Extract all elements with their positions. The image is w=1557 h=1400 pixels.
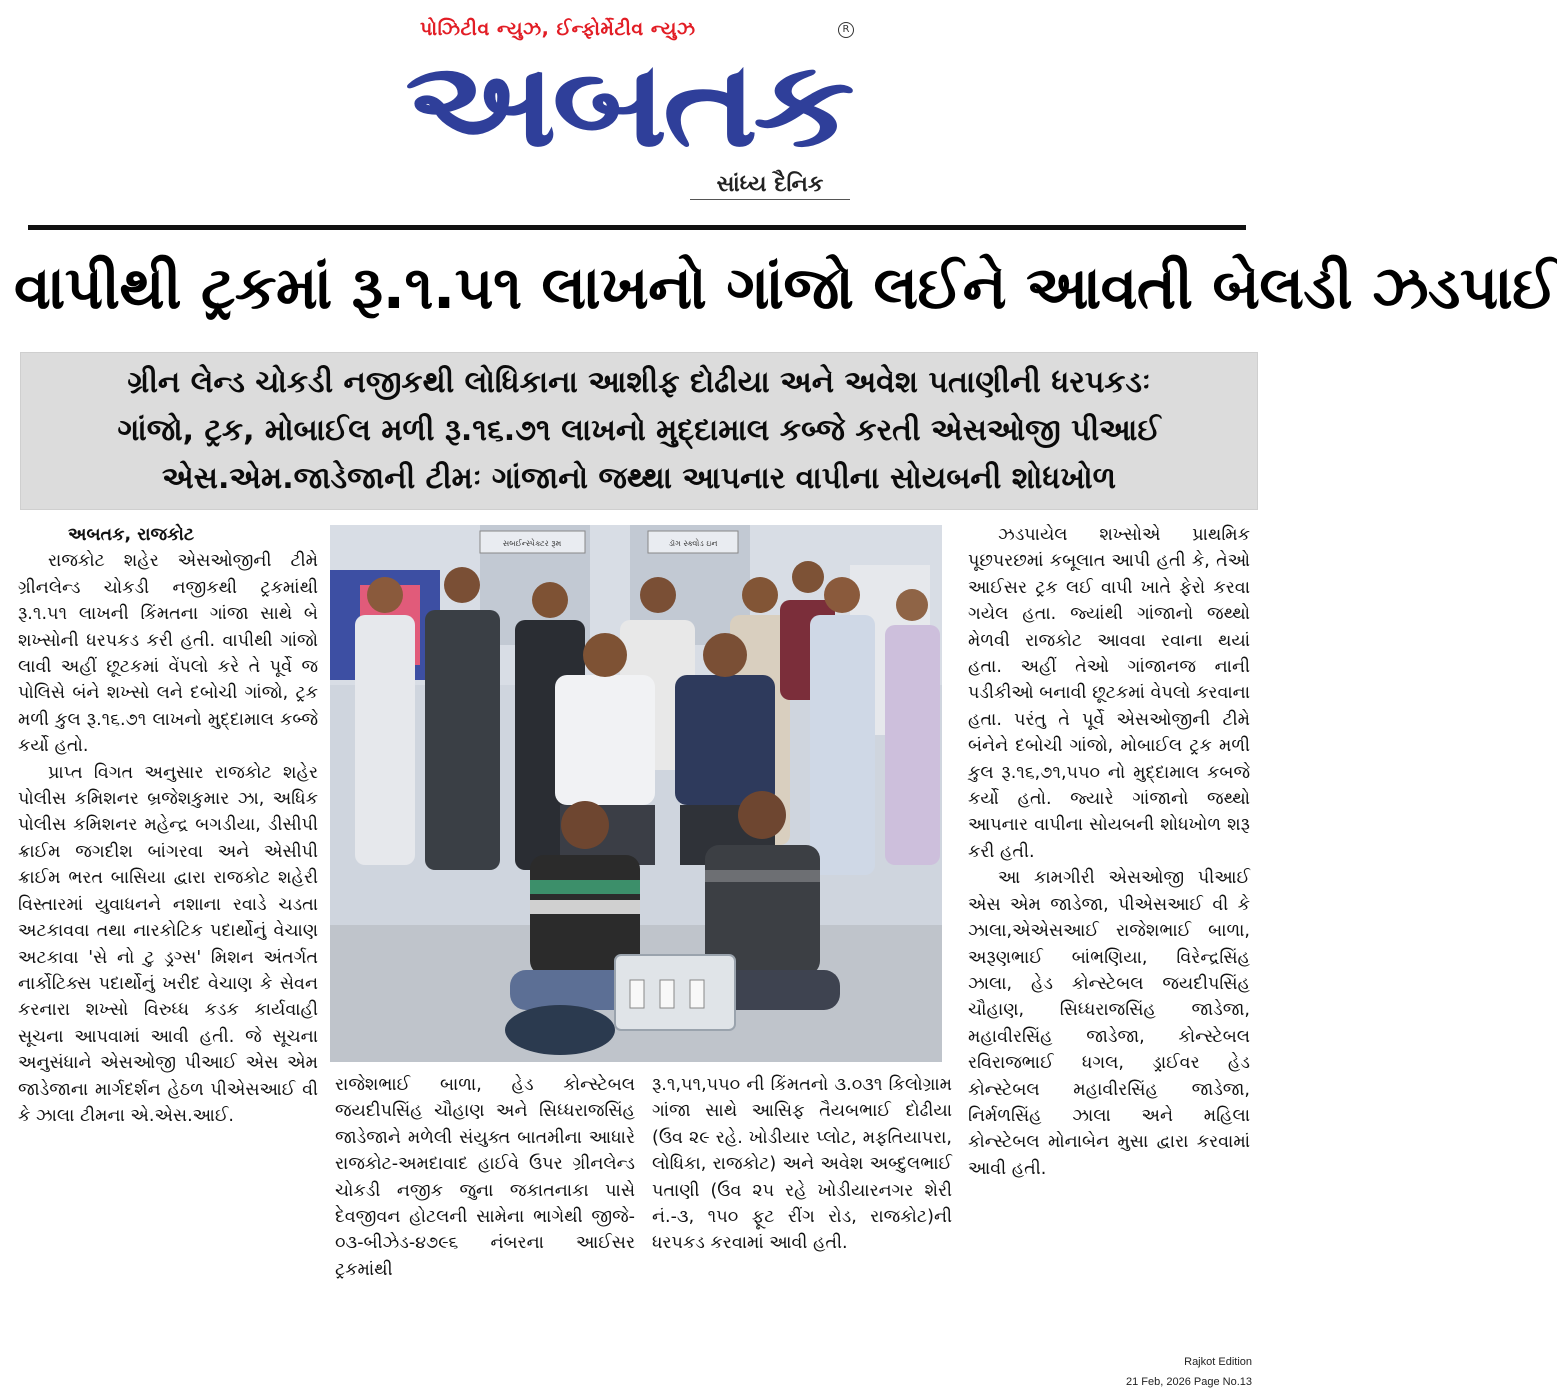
byline: અબતક, રાજકોટ (68, 525, 195, 545)
masthead-tagline: પોઝિટીવ ન્યુઝ, ઈન્ફોર્મેટીવ ન્યુઝ (420, 18, 696, 40)
paragraph: પ્રાપ્ત વિગત અનુસાર રાજકોટ શહેર પોલીસ કમિશનર બ્રજેશકુમાર ઝા, અધિક પોલીસ કમિશનર મહેન્દ્ર બગડીયા, ડીસીપી ક્રાઈમ જગદીશ બાંગરવા અને એસીપી ક્રાઈમ ભરત બાસિયા દ્વારા રાજકોટ શહેરી વિસ્તારમાં યુવાધનને નશાના રવાડે ચડતા અટકાવવા તથા નારકોટિક પદાર્થોનું વેચાણ અટકાવા 'સે નો ટુ ડ્રગ્સ' મિશન અંતર્ગત નાર્કોટિક્સ પદાર્થોનું ખરીદ વેચાણ કે સેવન કરનારા શખ્સો વિરુધ્ધ કડક કાર્યવાહી સૂચના આપવામાં આવી હતી. જે સૂચના અનુસંધાને એસઓજી પીઆઈ એસ એમ જાડેજાના માર્ગદર્શન હેઠળ પીએસઆઈ વી કે ઝાલા ટીમના એ.એસ.આઈ. (18, 762, 318, 1126)
paragraph: રાજકોટ શહેર એસઓજીની ટીમે ગ્રીનલેન્ડ ચોકડી નજીકથી ટ્રકમાંથી રૂ.૧.૫૧ લાખની કિંમતના ગાંજા સાથે બે શખ્સોની ધરપકડ કરી હતી. વાપીથી ગાંજો લાવી અહીં છૂટકમાં વેંપલો કરે તે પૂર્વે જ પોલિસે બંને શખ્સો લને દબોચી ગાંજો, ટ્રક મળી કુલ રૂ.૧૬.૭૧ લાખનો મુદ્દામાલ કબ્જે કર્યો હતો. (18, 551, 318, 757)
deck-line-3: એસ.એમ.જાડેજાની ટીમઃ ગાંજાનો જથ્થા આપનાર વાપીના સોયબની શોધખોળ (162, 461, 1116, 496)
article-column-2 (335, 1072, 635, 1372)
registered-trademark-icon: R (838, 22, 854, 38)
bag (505, 1005, 615, 1055)
masthead-subtitle: સાંધ્ય દૈનિક (690, 172, 850, 200)
newspaper-logo: અબતક (404, 35, 851, 173)
paragraph: ઝડપાયેલ શખ્સોએ પ્રાથમિક પૂછપરછમાં કબૂલાત આપી હતી કે, તેઓ આઈસર ટ્રક લઈ વાપી ખાતે ફેરો કરવા ગયેલ હતા. જ્યાંથી ગાંજાનો જથ્થો મેળવી રાજકોટ આવવા રવાના થયાં હતા. અહીં તેઓ ગાંજાનજ નાની પડીકીઓ બનાવી છૂટકમાં વેપલો કરવાના હતા. પરંતુ તે પૂર્વે એસઓજીની ટીમે બંનેને દબોચી ગાંજો, મોબાઈલ ટ્રક મળી કુલ રૂ.૧૬,૭૧,૫૫૦ નો મુદ્દામાલ કબજે કર્યો હતો. જ્યારે ગાંજાનો જથ્થો આપનાર વાપીના સોયબની શોધખોળ શરૂ કરી હતી. (968, 525, 1250, 862)
article-column-1 (18, 522, 318, 1390)
page-info: 21 Feb, 2026 Page No.13 (1126, 1376, 1252, 1388)
news-photo (330, 525, 942, 1062)
wall-sign-1-text: સબઈન્સ્પેક્ટર રૂમ (502, 539, 562, 548)
paragraph: આ કામગીરી એસઓજી પીઆઈ એસ એમ જાડેજા, પીએસઆઈ વી કે ઝાલા,એએસઆઈ રાજેશભાઈ બાળા, અરૂણભાઈ બાંભણિયા, વિરેન્દ્રસિંહ ઝાલા, હેડ કોન્સ્ટેબલ જયદીપસિંહ ચૌહાણ, સિધ્ધરાજસિંહ જાડેજા, મહાવીરસિંહ જાડેજા, કોન્સ્ટેબલ રવિરાજભાઈ ધગલ, ડ્રાઈવર હેડ કોન્સ્ટેબલ મહાવીરસિંહ જાડેજા, નિર્મળસિંહ ઝાલા અને મહિલા કોન્સ્ટેબલ મોનાબેન મુસા દ્વારા કરવામાં આવી હતી. (968, 868, 1250, 1179)
paragraph: રૂ.૧,૫૧,૫૫૦ ની કિંમતનો ૩.૦૩૧ કિલોગ્રામ ગાંજા સાથે આસિફ તૈયબભાઈ દોઢીયા (ઉવ ૨૯ રહે. ખોડીયાર પ્લોટ, મફતિયાપરા, લોધિકા, રાજકોટ) અને અવેશ અબ્દુલભાઈ પતાણી (ઉવ ૨૫ રહે ખોડીયારનગર શેરી નં.-૩, ૧૫૦ ફૂટ રીંગ રોડ, રાજકોટ)ની ધરપકડ કરવામાં આવી હતી. (652, 1075, 952, 1254)
headline: વાપીથી ટ્રકમાં રૂ.૧.૫૧ લાખનો ગાંજો લઈને આવતી બેલડી ઝડપાઈ (14, 253, 1557, 322)
headline-top-rule (28, 225, 1246, 230)
article-column-4 (968, 522, 1250, 1179)
deck-line-2: ગાંજો, ટ્રક, મોબાઈલ મળી રૂ.૧૬.૭૧ લાખનો મુદ્દામાલ કબ્જે કરતી એસઓજી પીઆઈ (117, 413, 1161, 448)
edition-label: Rajkot Edition (1184, 1356, 1252, 1368)
article-column-3 (652, 1072, 952, 1372)
paragraph: રાજેશભાઈ બાળા, હેડ કોન્સ્ટેબલ જયદીપસિંહ ચૌહાણ અને સિધ્ધરાજસિંહ જાડેજાને મળેલી સંયુક્ત બાતમીના આધારે રાજકોટ-અમદાવાદ હાઈવે ઉપર ગ્રીનલેન્ડ ચોકડી નજીક જુના જકાતનાકા પાસે દેવજીવન હોટલની સામેના ભાગેથી જીજે- ૦૩-બીઝેડ-૪૭૯૬ નંબરના આઈસર ટ્રકમાંથી (335, 1075, 635, 1280)
deck-box (20, 352, 1258, 510)
wall-sign-2-text: ડૉગ સ્ક્વોડ ઇન (668, 539, 718, 548)
deck-line-1: ગ્રીન લેન્ડ ચોકડી નજીકથી લોધિકાના આશીફ દોઢીયા અને અવેશ પતાણીની ધરપકડઃ (127, 365, 1151, 400)
photo-illustration (330, 525, 942, 1062)
